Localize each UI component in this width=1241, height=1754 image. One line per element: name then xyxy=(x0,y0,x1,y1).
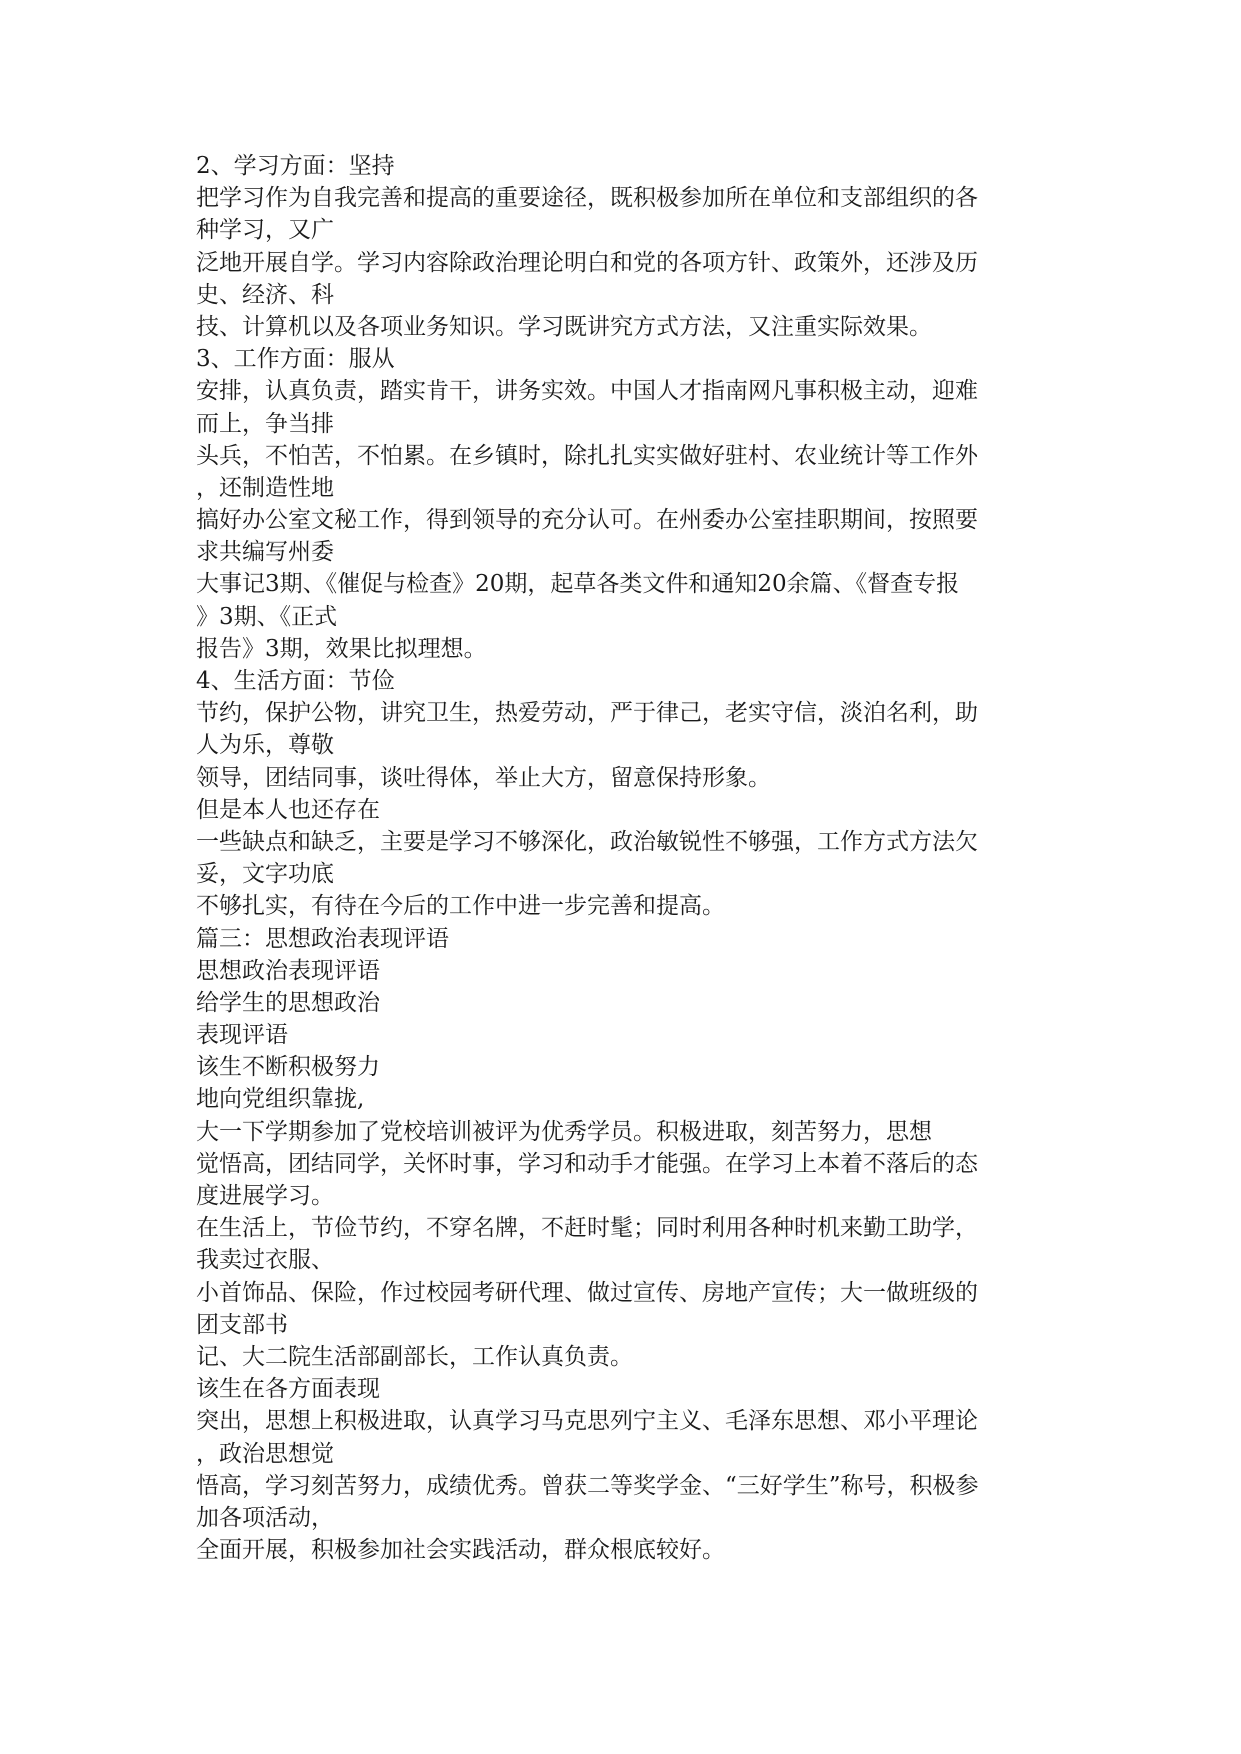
text-line: 我卖过衣服、 xyxy=(196,1247,334,1274)
text-line: 团支部书 xyxy=(196,1311,288,1338)
text-line: 而上，争当排 xyxy=(196,410,334,437)
text-line: 给学生的思想政治 xyxy=(196,989,380,1016)
text-line: 搞好办公室文秘工作，得到领导的充分认可。在州委办公室挂职期间，按照要 xyxy=(196,507,978,534)
text-line: 领导，团结同事，谈吐得体，举止大方，留意保持形象。 xyxy=(196,764,771,791)
text-line: 技、计算机以及各项业务知识。学习既讲究方式方法，又注重实际效果。 xyxy=(196,313,932,340)
text-line: 节约，保护公物，讲究卫生，热爱劳动，严于律己，老实守信，淡泊名利，助 xyxy=(196,700,978,727)
text-line: 该生不断积极努力 xyxy=(196,1054,380,1081)
text-line: 史、经济、科 xyxy=(196,281,334,308)
text-line: 该生在各方面表现 xyxy=(196,1376,380,1403)
text-line: ，还制造性地 xyxy=(196,474,334,501)
text-line: 人为乐，尊敬 xyxy=(196,732,334,759)
text-line: 报告》3期，效果比拟理想。 xyxy=(196,635,487,662)
text-line: 在生活上，节俭节约，不穿名牌，不赶时髦；同时利用各种时机来勤工助学， xyxy=(196,1215,978,1242)
text-line: 地向党组织靠拢, xyxy=(196,1086,365,1113)
text-line: 度进展学习。 xyxy=(196,1183,334,1209)
text-line: 头兵，不怕苦，不怕累。在乡镇时，除扎扎实实做好驻村、农业统计等工作外 xyxy=(196,442,978,469)
document-body xyxy=(196,150,1056,1566)
text-line: 觉悟高，团结同学，关怀时事，学习和动手才能强。在学习上本着不落后的态 xyxy=(196,1150,978,1177)
text-line: 思想政治表现评语 xyxy=(196,957,380,984)
text-line: 表现评语 xyxy=(196,1022,288,1049)
text-line: 不够扎实，有待在今后的工作中进一步完善和提高。 xyxy=(196,893,725,920)
text-line: 一些缺点和缺乏，主要是学习不够深化，政治敏锐性不够强，工作方式方法欠 xyxy=(196,828,978,855)
text-line: 4、生活方面：节俭 xyxy=(196,668,395,694)
text-line: 但是本人也还存在 xyxy=(196,796,380,823)
text-line: 求共编写州委 xyxy=(196,539,334,566)
text-line: 大事记3期、《催促与检查》20期，起草各类文件和通知20余篇、《督查专报 xyxy=(196,571,960,598)
text-line: 大一下学期参加了党校培训被评为优秀学员。积极进取，刻苦努力，思想 xyxy=(196,1118,932,1145)
text-line: 2、学习方面：坚持 xyxy=(196,153,395,179)
text-line: 泛地开展自学。学习内容除政治理论明白和党的各项方针、政策外，还涉及历 xyxy=(196,249,978,276)
text-line: 小首饰品、保险，作过校园考研代理、做过宣传、房地产宣传；大一做班级的 xyxy=(196,1279,978,1306)
text-line: 突出，思想上积极进取，认真学习马克思列宁主义、毛泽东思想、邓小平理论 xyxy=(196,1408,978,1435)
text-line: 把学习作为自我完善和提高的重要途径，既积极参加所在单位和支部组织的各 xyxy=(196,185,978,212)
text-line: 全面开展，积极参加社会实践活动，群众根底较好。 xyxy=(196,1537,725,1564)
text-line: 悟高，学习刻苦努力，成绩优秀。曾获二等奖学金、“三好学生”称号，积极参 xyxy=(196,1472,979,1499)
text-line: 妥，文字功底 xyxy=(196,861,334,888)
text-line: 安排，认真负责，踏实肯干，讲务实效。中国人才指南网凡事积极主动，迎难 xyxy=(196,378,978,405)
section-heading: 篇三：思想政治表现评语 xyxy=(196,925,449,952)
text-line: 加各项活动， xyxy=(196,1504,334,1531)
text-line: 3、工作方面：服从 xyxy=(196,346,395,373)
text-line: ，政治思想觉 xyxy=(196,1440,334,1467)
text-line: 记、大二院生活部副部长，工作认真负责。 xyxy=(196,1343,633,1370)
text-line: 》3期、《正式 xyxy=(196,603,338,630)
text-line: 种学习，又广 xyxy=(196,217,334,244)
